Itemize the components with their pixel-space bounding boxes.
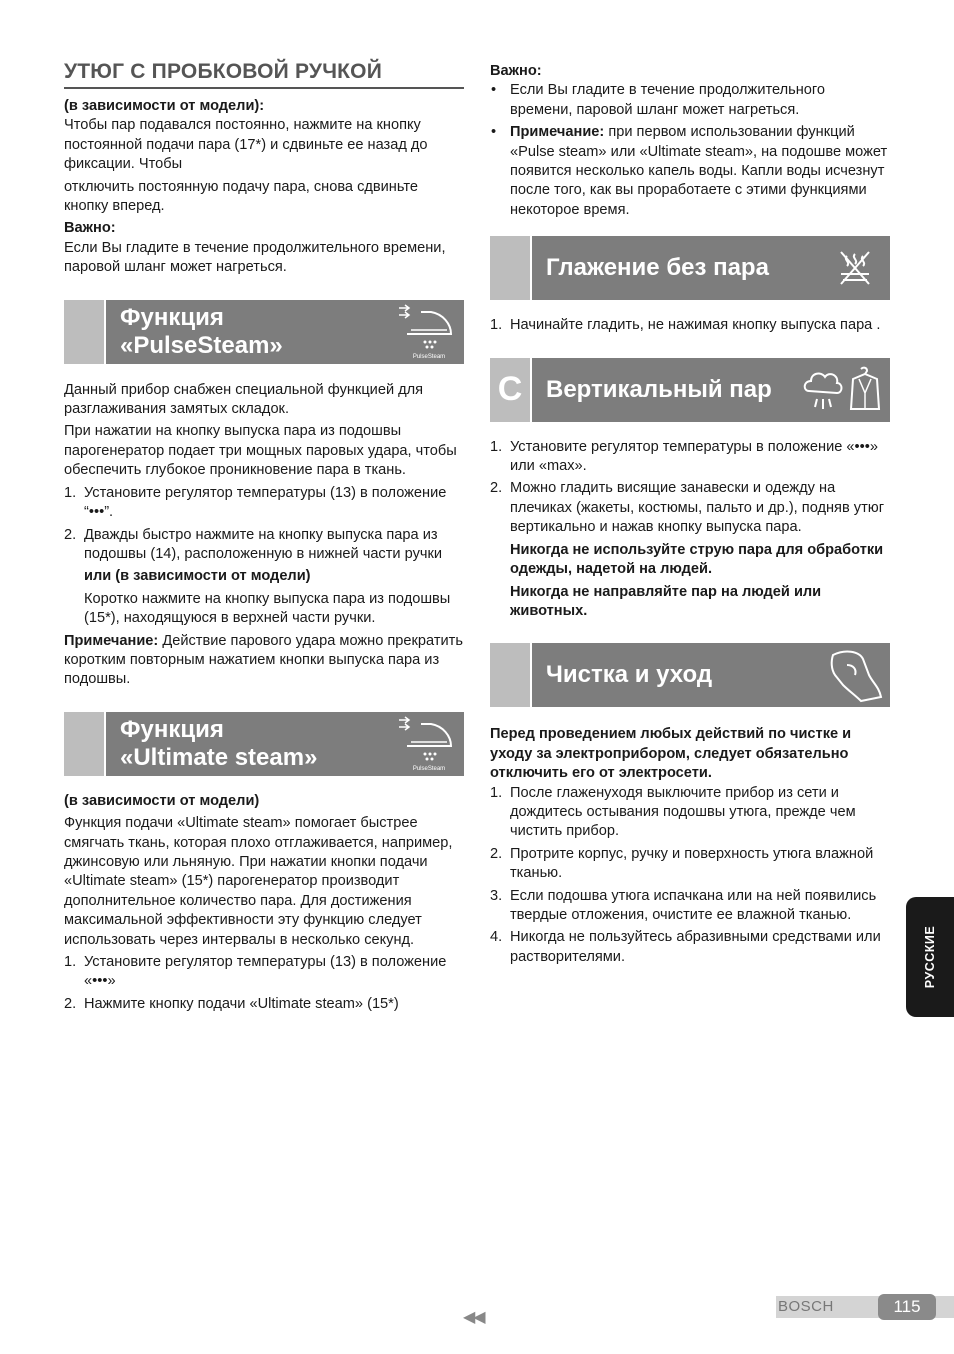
paragraph-disable-steam: отключить постоянную подачу пара, снова сдвиньте кнопку вперед. <box>64 178 418 215</box>
band-letter: C <box>490 358 532 422</box>
band-tab <box>490 236 532 300</box>
band-tab <box>490 643 532 707</box>
list-item: 2. Можно гладить висящие занавески и одежду на плечиках (жакеты, костюмы, пальто и др.), подняв утюг вертикально и нажав кнопку выпуска пара. <box>490 480 885 536</box>
band-dry-ironing <box>490 236 890 300</box>
language-tab-label: РУССКИЕ <box>923 925 937 989</box>
paragraph-continuous-steam: Чтобы пар подавался постоянно, нажмите на кнопку постоянной подачи пара (17*) и сдвиньте ее назад до фиксации. Чтобы <box>64 117 428 173</box>
list-item: 1. После глаженуходя выключите прибор из сети и дождитесь остывания подошвы утюга, прежде чем чистить прибор. <box>490 784 856 840</box>
band-pulsesteam <box>64 300 464 364</box>
left-column <box>64 58 464 1014</box>
model-note-label: (в зависимости от модели): <box>64 98 265 114</box>
ultimate-steam-iron-icon <box>394 712 464 776</box>
vertical-steam-garment-icon <box>800 358 890 422</box>
band-title-line-2: «Ultimate steam» <box>120 743 318 771</box>
no-steam-icon <box>820 236 890 300</box>
band-vertical-steam <box>490 358 890 422</box>
warning-animals: Никогда не направляйте пар на людей или животных. <box>510 583 822 619</box>
band-title-line-2: «PulseSteam» <box>120 331 283 359</box>
warning-people: Никогда не используйте струю пара для обработки одежды, надетой на людей. <box>510 541 884 578</box>
important-text: Если Вы гладите в течение продолжительного времени, паровой шланг может нагреться. <box>64 239 446 276</box>
list-item: 2. Дважды быстро нажмите на кнопку выпуска пара из подошвы (14), расположенную в нижней части ручки <box>64 526 443 562</box>
important-bullets <box>490 81 890 220</box>
right-column <box>490 58 890 967</box>
pulse-description: При нажатии на кнопку выпуска пара из подошвы парогенератор подает три мощных паровых удара, чтобы обеспечить глубокое проникновение пара в ткань. <box>64 423 457 479</box>
pulsesteam-iron-icon <box>394 300 464 364</box>
ultimate-steps <box>64 953 464 1014</box>
section-title-cork-handle: УТЮГ С ПРОБКОВОЙ РУЧКОЙ <box>64 58 464 89</box>
list-item: 1. Установите регулятор температуры (13) в положение «•••» <box>64 954 447 990</box>
list-item: 1. Установите регулятор температуры (13) в положение “•••”. <box>64 484 447 521</box>
important-label-right: Важно: <box>490 63 542 79</box>
list-item: 3. Если подошва утюга испачкана или на ней появились твердые отложения, очистите ее влажной тканью. <box>490 887 877 923</box>
ultimate-description: Функция подачи «Ultimate steam» помогает быстрее смягчать ткань, которая плохо отглаживается, например, джинсовую или льняную. При нажатии кнопки подачи «Ultimate steam» (15*) парогенератор производит дополнительное количество пара. Для достижения максимальной эффективности эту функцию следует использовать через интервалы в несколько секунд. <box>64 815 453 948</box>
band-title-line-1: Функция <box>120 303 224 331</box>
care-intro-warning: Перед проведением любых действий по чистке и уходу за электроприбором, следует обязательно отключить его от электросети. <box>490 726 852 782</box>
band-title-ultimate <box>106 716 394 772</box>
list-item: 4. Никогда не пользуйтесь абразивными средствами или растворителями. <box>490 929 881 965</box>
brand-name: BOSCH <box>778 1298 834 1315</box>
band-tab <box>64 712 106 776</box>
pulse-note: Примечание: Действие парового удара можно прекратить коротким повторным нажатием кнопки выпуска пара из подошвы. <box>64 632 463 688</box>
band-title-vertical: Вертикальный пар <box>546 375 772 403</box>
list-item: 1. Начинайте гладить, не нажимая кнопку выпуска пара . <box>490 317 881 334</box>
dry-steps <box>490 316 890 335</box>
back-nav-icon[interactable]: ◀◀ <box>463 1309 484 1326</box>
list-item: 1. Установите регулятор температуры в положение «•••» или «max». <box>490 438 878 475</box>
list-item: 2. Нажмите кнопку подачи «Ultimate steam» (15*) <box>64 995 399 1012</box>
list-item: • Если Вы гладите в течение продолжительного времени, паровой шланг может нагреться. <box>491 82 826 118</box>
list-item: 2. Протрите корпус, ручку и поверхность утюга влажной тканью. <box>490 845 874 882</box>
language-tab[interactable] <box>906 897 954 1017</box>
icon-caption: PulseSteam <box>412 353 446 360</box>
band-title-pulsesteam <box>106 304 394 360</box>
icon-caption: PulseSteam <box>412 765 446 772</box>
band-cleaning-care <box>490 643 890 707</box>
band-title-line-1: Функция <box>120 715 224 743</box>
pulse-intro: Данный прибор снабжен специальной функцией для разглаживания замятых складок. <box>64 381 424 418</box>
care-steps <box>490 784 890 968</box>
band-title-dry: Глажение без пара <box>546 254 769 282</box>
band-tab <box>64 300 106 364</box>
important-label: Важно: <box>64 220 116 237</box>
pulse-steps <box>64 484 464 565</box>
ultimate-model-label: (в зависимости от модели) <box>64 792 260 809</box>
or-model-text: Коротко нажмите на кнопку выпуска пара из подошвы (15*), находящуюся в верхней части ручки. <box>84 590 451 627</box>
vertical-steps <box>490 438 890 538</box>
cleaning-hand-icon <box>820 643 890 707</box>
page-number: 115 <box>878 1294 936 1320</box>
or-model-label: или (в зависимости от модели) <box>84 568 311 585</box>
band-title-care: Чистка и уход <box>546 661 713 689</box>
band-ultimate-steam <box>64 712 464 776</box>
list-item: • Примечание: при первом использовании функций «Pulse steam» или «Ultimate steam», на подошве может появится несколько капель воды. Капли воды исчезнут после того, как вы проработаете с этими функциями некоторое время. <box>491 124 888 218</box>
